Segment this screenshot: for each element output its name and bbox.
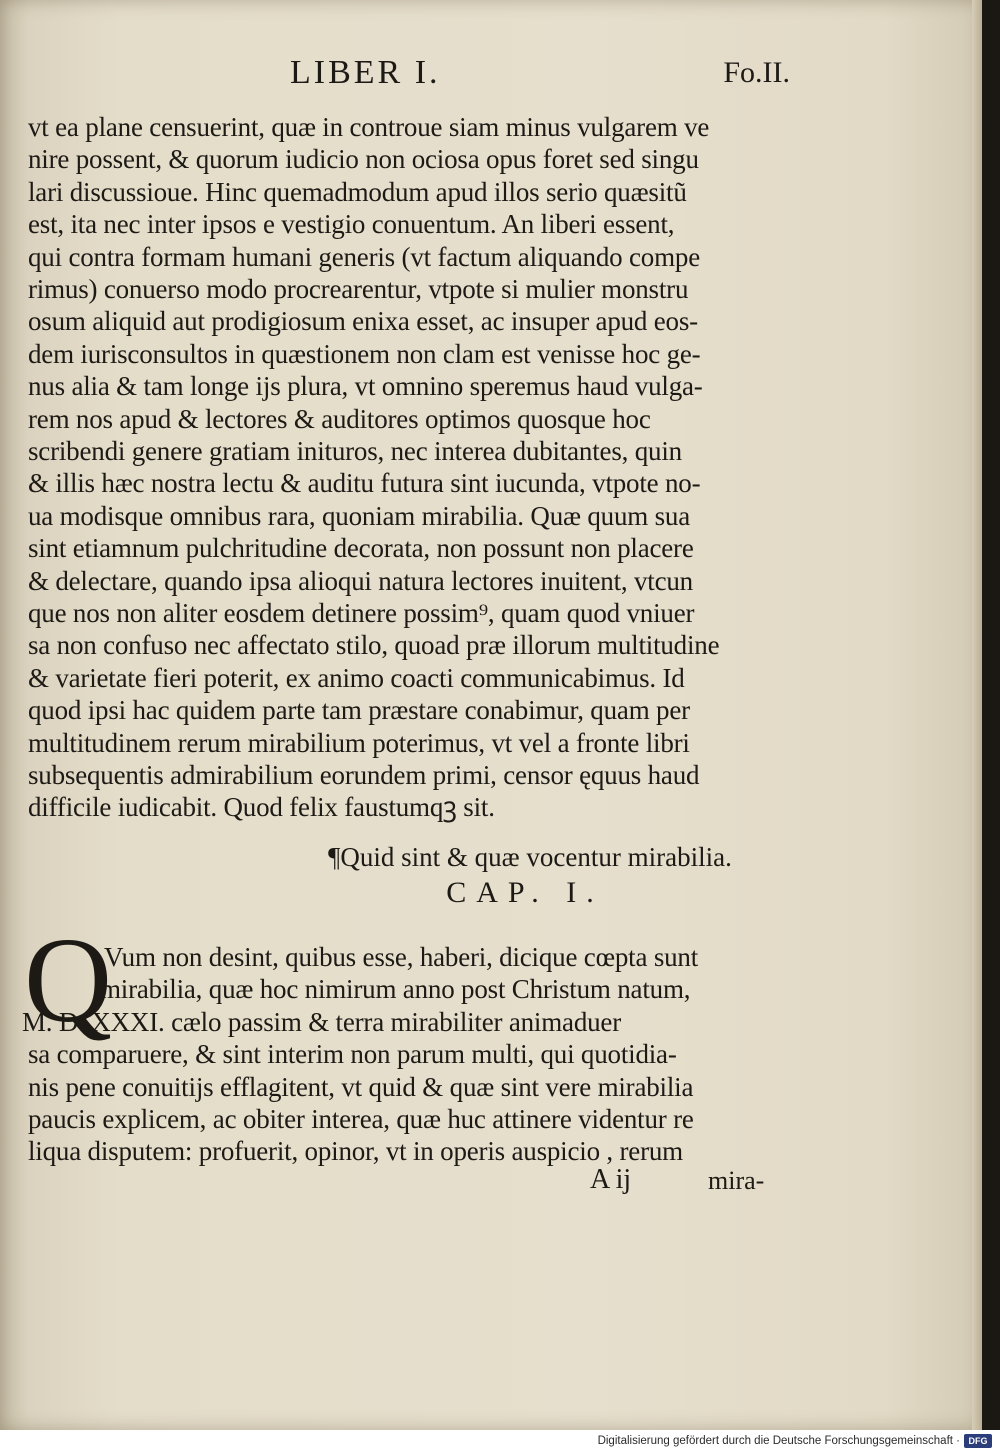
text-line: nis pene conuitĳs efflagitent, vt quid & quæ sint vere mirabilia bbox=[28, 1071, 694, 1102]
chapter-number: CAP. I. bbox=[446, 876, 604, 909]
decorated-initial: Q bbox=[24, 913, 113, 1048]
text-line: Vum non desint, quibus esse, haberi, dicique cœpta sunt bbox=[104, 942, 699, 972]
page-footer-marks bbox=[590, 1164, 790, 1198]
running-head-title: LIBER I. bbox=[290, 54, 441, 91]
text-line: sa comparuere, & sint interim non parum multi, qui quotidia- bbox=[28, 1039, 677, 1070]
text-line: multitudinem rerum mirabilium poterimus, vt vel a fronte libri bbox=[28, 727, 690, 758]
text-line: quod ipsi hac quidem parte tam præstare conabimur, quam per bbox=[28, 695, 690, 726]
text-line: & illis hæc nostra lectu & auditu futura sint iucunda, vtpote no- bbox=[28, 468, 701, 499]
text-line: ua modisque omnibus rara, quoniam mirabilia. Quæ quum sua bbox=[28, 500, 690, 531]
text-line: subsequentis admirabilium eorundem primi, censor ęquus haud bbox=[28, 760, 700, 790]
page-edge bbox=[972, 0, 982, 1430]
signature-mark: A ĳ bbox=[590, 1164, 632, 1195]
dfg-logo: DFG bbox=[964, 1434, 992, 1448]
text-line: M. D. XXXI. cælo passim & terra mirabiliter animaduer bbox=[22, 1006, 621, 1037]
text-line: osum aliquid aut prodigiosum enixa esset, ac insuper apud eos- bbox=[28, 306, 698, 337]
funding-credit: Digitalisierung gefördert durch die Deutsche Forschungsgemeinschaft · bbox=[597, 1435, 960, 1447]
text-line: rem nos apud & lectores & auditores optimos quosque hoc bbox=[28, 403, 651, 434]
text-line: vt ea plane censuerint, quæ in controue siam minus vulgarem ve bbox=[28, 112, 710, 142]
text-line: nus alia & tam longe ĳs plura, vt omnino speremus haud vulga- bbox=[28, 371, 703, 402]
text-line: nire possent, & quorum iudicio non ociosa opus foret sed singu bbox=[28, 144, 699, 175]
text-line: que nos non aliter eosdem detinere possim⁹, quam quod vniuer bbox=[28, 598, 695, 628]
catchword: mira- bbox=[708, 1166, 765, 1195]
running-head bbox=[290, 54, 790, 94]
text-line: sa non confuso nec affectato stilo, quoad præ illorum multitudine bbox=[28, 630, 720, 661]
text-line: liqua disputem: profuerit, opinor, vt in operis auspicio , rerum bbox=[28, 1136, 683, 1167]
text-line: & varietate fieri poterit, ex animo coacti communicabimus. Id bbox=[28, 662, 685, 693]
text-line: dem iurisconsultos in quæstionem non clam est venisse hoc ge- bbox=[28, 338, 701, 369]
chapter-title: ¶Quid sint & quæ vocentur mirabilia. bbox=[328, 842, 732, 872]
text-line: mirabilia, quæ hoc nimirum anno post Christum natum, bbox=[100, 974, 691, 1005]
text-line: sint etiamnum pulchritudine decorata, non possunt non placere bbox=[28, 533, 694, 564]
text-line: paucis explicem, ac obiter interea, quæ huc attinere videntur re bbox=[28, 1104, 694, 1134]
text-line: qui contra formam humani generis (vt factum aliquando compe bbox=[28, 241, 700, 272]
text-line: lari discussioue. Hinc quemadmodum apud illos serio quæsitũ bbox=[28, 176, 687, 207]
text-line: rimus) conuerso modo procrearentur, vtpote si mulier monstru bbox=[28, 274, 689, 304]
text-line: est, ita nec inter ipsos e vestigio conuentum. An liberi essent, bbox=[28, 209, 675, 240]
text-line: & delectare, quando ipsa alioqui natura lectores inuitent, vtcun bbox=[28, 565, 693, 596]
text-line: scribendi genere gratiam inituros, nec interea dubitantes, quin bbox=[28, 436, 682, 466]
folio-number: Fo.II. bbox=[723, 56, 790, 89]
text-line: difficile iudicabit. Quod felix faustumqꝫ sit. bbox=[28, 792, 495, 823]
